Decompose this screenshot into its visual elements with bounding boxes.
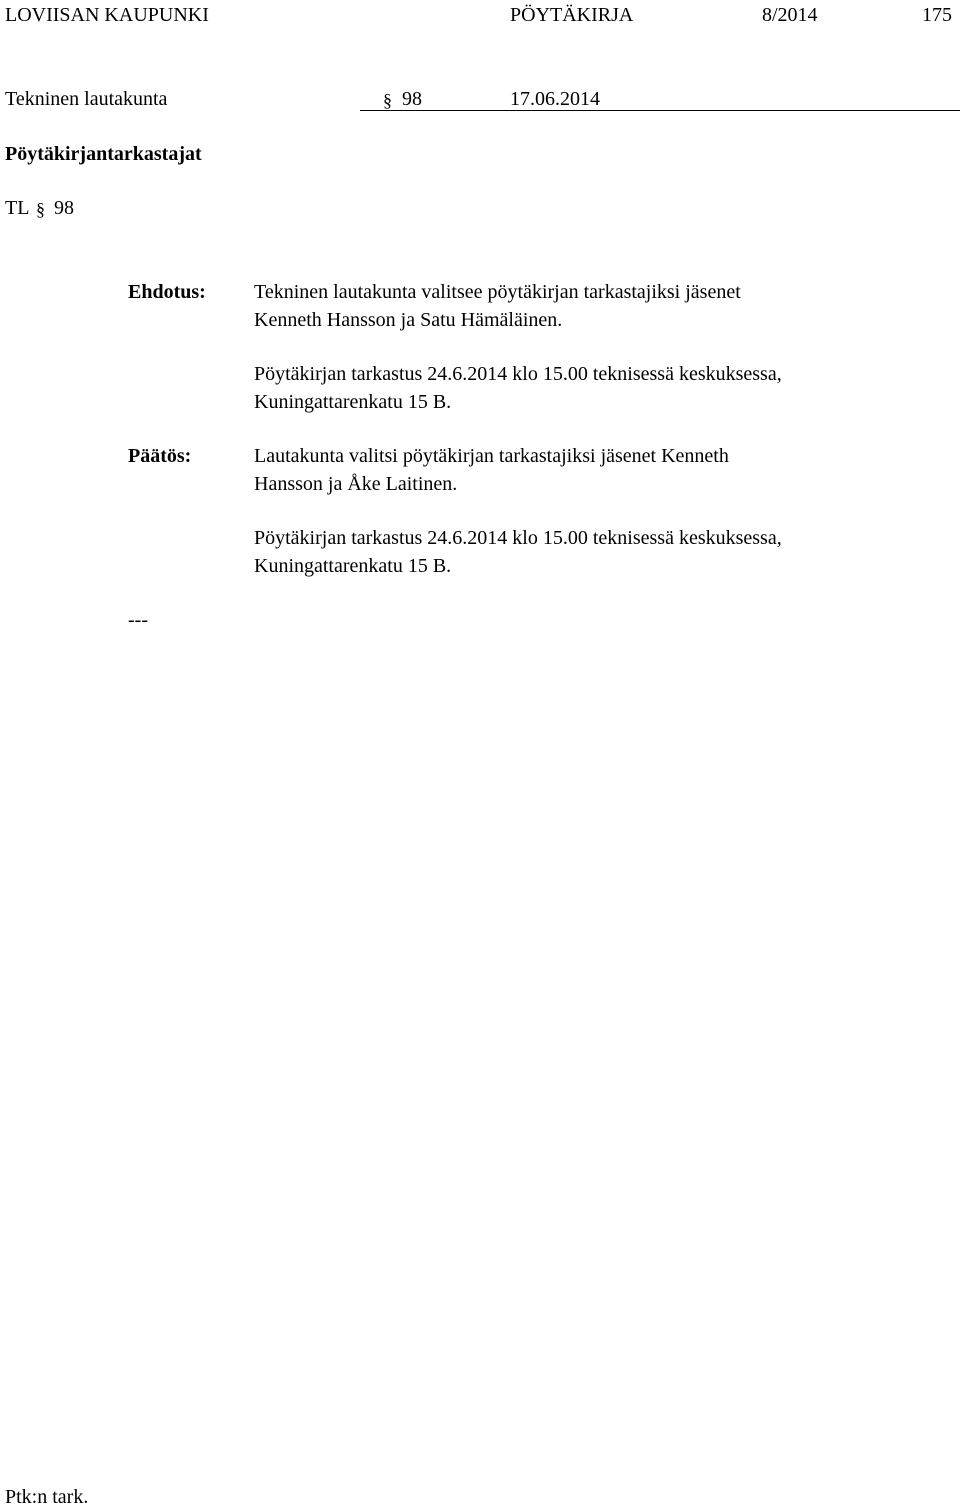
- section-symbol: §: [383, 90, 392, 110]
- item-ref-number: 98: [54, 197, 74, 219]
- proposal-label: Ehdotus:: [128, 281, 206, 303]
- separator: ---: [128, 609, 148, 631]
- decision-label: Päätös:: [128, 445, 192, 467]
- proposal-text-line1: Tekninen lautakunta valitsee pöytäkirjan tarkastajiksi jäsenet: [254, 281, 741, 303]
- item-ref-symbol: §: [36, 199, 45, 219]
- proposal-check-line1: Pöytäkirjan tarkastus 24.6.2014 klo 15.00 teknisessä keskuksessa,: [254, 363, 782, 385]
- meeting-body: Tekninen lautakunta: [5, 88, 168, 110]
- item-title: Pöytäkirjantarkastajat: [5, 143, 202, 165]
- doc-type: PÖYTÄKIRJA: [510, 4, 634, 26]
- page-number: 175: [922, 4, 952, 26]
- item-ref-prefix: TL: [5, 197, 30, 219]
- decision-text-line1: Lautakunta valitsi pöytäkirjan tarkastajiksi jäsenet Kenneth: [254, 445, 729, 467]
- section-number: 98: [402, 88, 422, 110]
- decision-check-line2: Kuningattarenkatu 15 B.: [254, 555, 452, 577]
- header-rule: [360, 110, 960, 111]
- decision-check-line1: Pöytäkirjan tarkastus 24.6.2014 klo 15.00 teknisessä keskuksessa,: [254, 527, 782, 549]
- org-name: LOVIISAN KAUPUNKI: [5, 4, 209, 26]
- proposal-text-line2: Kenneth Hansson ja Satu Hämäläinen.: [254, 309, 563, 331]
- meeting-date: 17.06.2014: [510, 88, 600, 110]
- issue-number: 8/2014: [762, 4, 818, 26]
- footer-label: Ptk:n tark.: [5, 1486, 89, 1508]
- decision-text-line2: Hansson ja Åke Laitinen.: [254, 473, 458, 495]
- proposal-check-line2: Kuningattarenkatu 15 B.: [254, 391, 452, 413]
